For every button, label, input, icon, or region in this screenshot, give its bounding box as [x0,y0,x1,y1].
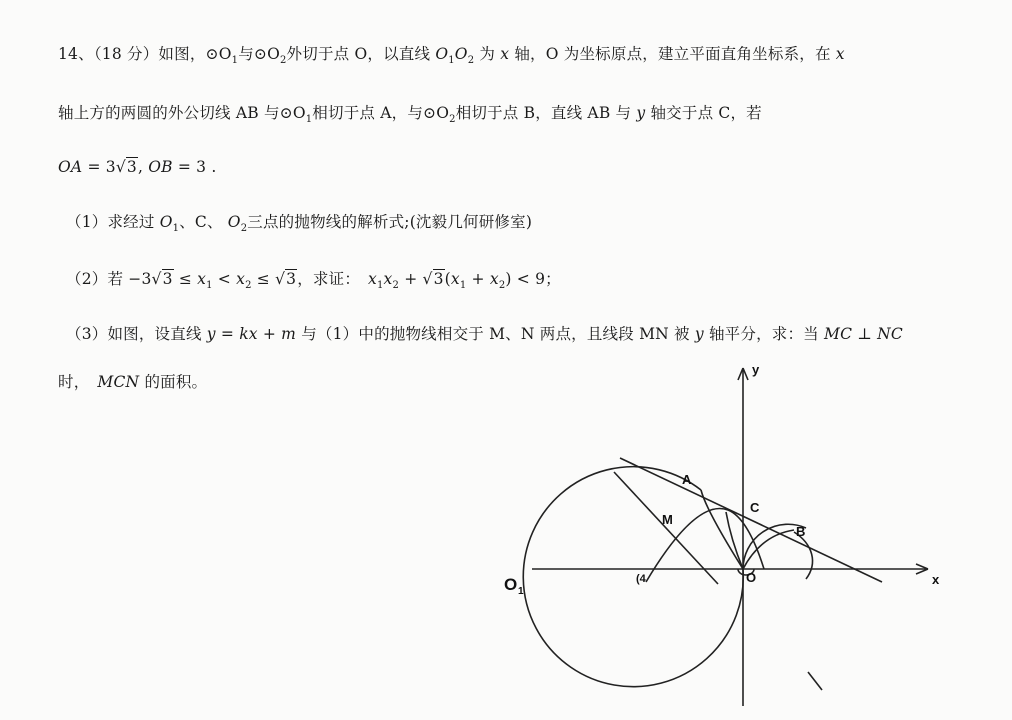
text: + [466,270,490,288]
var: x [236,270,246,288]
sub: 2 [392,280,400,292]
sqrt: 3 [286,270,297,288]
var: x [197,270,207,288]
var: x [500,45,510,63]
problem-line-2 [58,101,762,125]
var: y [636,104,646,122]
label-o: O [746,570,757,585]
text: = 3 . [172,158,217,176]
circle-o2-side [794,532,813,579]
problem-line-3: OA = 3√3, OB = 3 . [58,158,217,176]
text: 时， [58,373,90,391]
sqrt: 3 [433,270,444,288]
condition: MC ⊥ NC [824,325,903,343]
sub: 1 [172,223,180,235]
text: （3）如图，设直线 [66,325,207,343]
text: 相切于点 A，与⊙O [312,104,450,122]
label-o1: O [504,575,518,594]
line-oa [701,490,743,569]
var: O [159,213,173,231]
sub: 2 [279,55,287,67]
sub: 2 [498,280,506,292]
sub: 2 [467,55,475,67]
problem-line-7 [58,370,207,392]
text: （1）求经过 [66,213,160,231]
text: ≤ [251,270,276,288]
sub: 1 [376,280,384,292]
label-b: B [796,524,806,539]
text: （2）若 −3 [66,270,152,288]
text: 、C、 [179,213,228,231]
problem-line-1 [58,42,845,66]
sub: 1 [206,280,213,292]
text: , [137,158,149,176]
sub: 2 [240,223,248,235]
text: 轴交于点 C，若 [645,104,762,122]
var: x [450,270,460,288]
var: x [489,270,499,288]
text: 的面积。 [139,373,208,391]
text: ，求证： [297,270,361,288]
text: 外切于点 O，以直线 [286,45,436,63]
geometry-figure [496,360,956,710]
text: < [212,270,237,288]
sub: 2 [449,114,456,126]
text: = 3 [82,158,116,176]
var: OB [148,158,173,176]
text: 与（1）中的抛物线相交于 M、N 两点，且线段 MN 被 [296,325,695,343]
var: O [227,213,241,231]
var: x [835,45,845,63]
sub: 1 [448,55,455,67]
problem-line-5: （2）若 $-3√3 \le x_1 < x_2 \le √3$，求证： $x_1x_2 + √3(x_1 + x_2) < 9$； [66,270,561,292]
label-c: C [750,500,760,515]
text: ≤ [173,270,198,288]
text: 轴，O 为坐标原点，建立平面直角坐标系，在 [509,45,836,63]
label-a: A [682,472,692,487]
text: ) < 9； [505,270,561,288]
text: 与⊙O [238,45,280,63]
sqrt: 3 [162,270,173,288]
sub: 2 [245,280,252,292]
var: x [383,270,393,288]
text: 14、（18 分）如图，⊙O [58,45,232,63]
label-m: M [662,512,673,527]
text: 轴上方的两圆的外公切线 AB 与⊙O [58,104,306,122]
equation: y = kx + m [206,325,297,343]
sub: 1 [459,280,467,292]
var: MCN [97,373,140,391]
problem-line-6 [66,322,903,344]
text: + [399,270,423,288]
text: 三点的抛物线的解析式;(沈毅几何研修室) [247,213,533,231]
sub: 1 [305,114,313,126]
var: y [694,325,704,343]
stray-mark [808,672,822,690]
label-y: y [752,362,760,377]
label-x: x [932,572,940,587]
label-o1-sub: 1 [518,586,524,597]
label-lower-mark: (4 [636,573,646,585]
text: ( [444,270,451,288]
sub: 1 [231,55,239,67]
var: O [454,45,468,63]
var: O [435,45,449,63]
text: 轴平分，求：当 [703,325,824,343]
text: 为 [474,45,501,63]
var: x [368,270,377,288]
problem-line-4 [66,210,532,234]
text: 相切于点 B，直线 AB 与 [455,104,637,122]
sqrt: 3 [126,158,137,176]
line-mn [614,472,718,584]
var: OA [58,158,83,176]
